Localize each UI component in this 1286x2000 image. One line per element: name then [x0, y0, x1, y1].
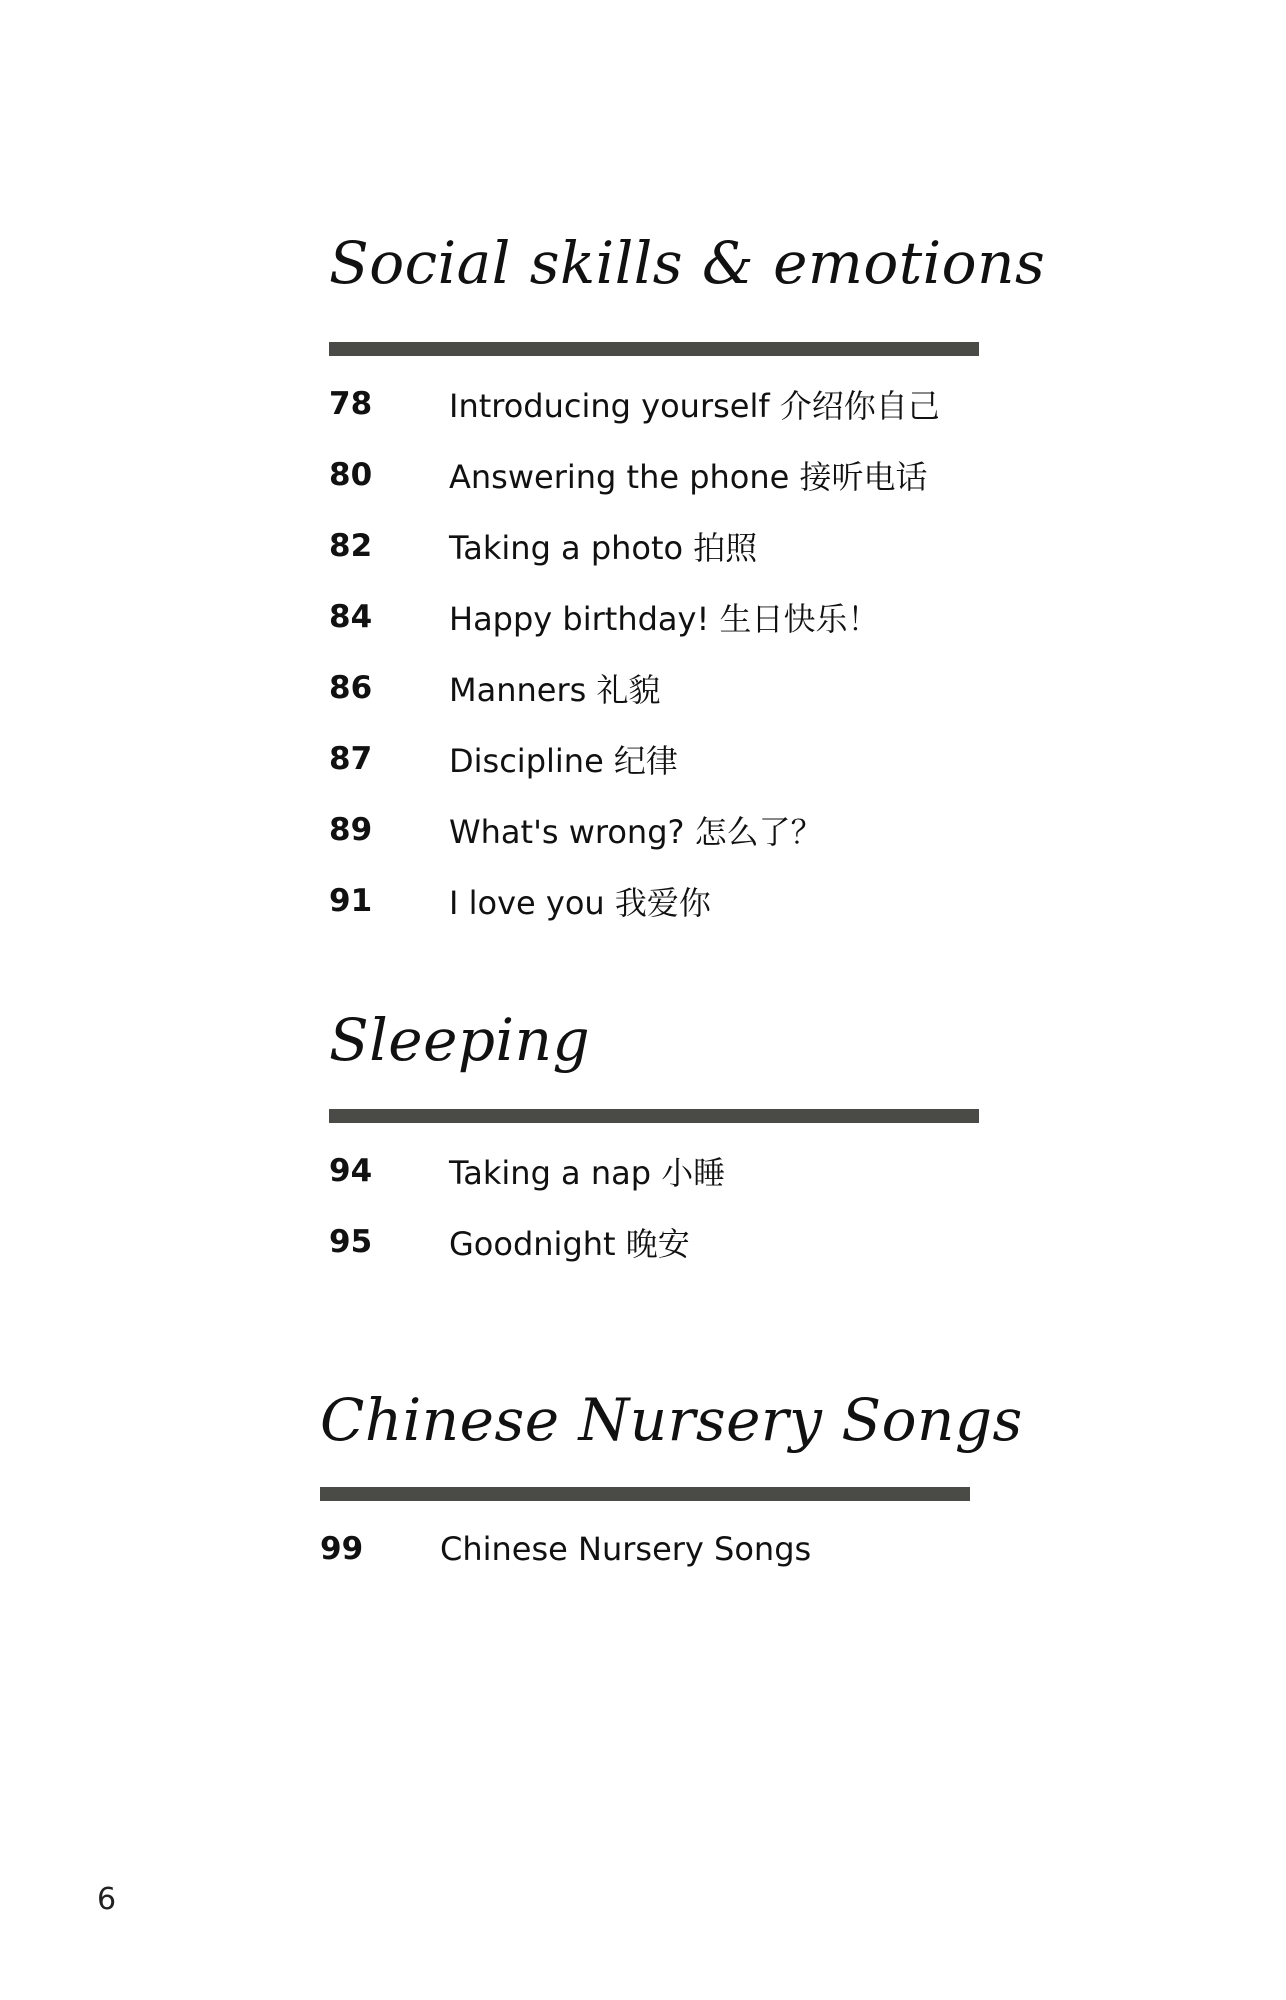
toc-page-number: 94: [329, 1152, 373, 1189]
toc-entry[interactable]: [329, 723, 979, 794]
toc-entry-title: Answering the phone 接听电话: [449, 457, 928, 496]
page-number: 6: [97, 1882, 117, 1917]
toc-entry-title: What's wrong? 怎么了？: [449, 812, 823, 851]
toc-entry[interactable]: [329, 581, 979, 652]
toc-entry-title: Happy birthday! 生日快乐！: [449, 599, 880, 638]
toc-entry[interactable]: [329, 439, 979, 510]
toc-page-number: 95: [329, 1223, 373, 1260]
section-sleeping: [329, 1005, 979, 1277]
toc-entry[interactable]: [329, 1135, 979, 1206]
toc-page-number: 84: [329, 598, 373, 635]
toc-list: [329, 368, 979, 936]
toc-page-number: 91: [329, 882, 373, 919]
section-title: Social skills & emotions: [329, 229, 1046, 297]
toc-list: [329, 1135, 979, 1277]
toc-entry-title: Discipline 纪律: [449, 741, 678, 780]
section-chinese-nursery-songs: [320, 1385, 1023, 1584]
toc-entry-title: Taking a photo 拍照: [449, 528, 758, 567]
toc-page-number: 78: [329, 385, 373, 422]
toc-entry[interactable]: [329, 865, 979, 936]
toc-entry-title: Manners 礼貌: [449, 670, 661, 709]
toc-entry-title: I love you 我爱你: [449, 883, 711, 922]
toc-list: [320, 1513, 970, 1584]
section-title: Sleeping: [329, 1006, 591, 1074]
toc-page-number: 99: [320, 1530, 364, 1567]
toc-entry[interactable]: [320, 1513, 970, 1584]
toc-entry-title: Introducing yourself 介绍你自己: [449, 386, 940, 425]
section-rule: [320, 1487, 970, 1501]
section-social-skills: [329, 228, 1046, 936]
toc-entry-title: Goodnight 晚安: [449, 1224, 690, 1263]
toc-page-number: 80: [329, 456, 373, 493]
toc-entry[interactable]: [329, 794, 979, 865]
toc-page-number: 89: [329, 811, 373, 848]
toc-entry-title: Taking a nap 小睡: [449, 1153, 726, 1192]
toc-entry-title: Chinese Nursery Songs: [440, 1529, 812, 1568]
section-rule: [329, 1109, 979, 1123]
toc-page-number: 87: [329, 740, 373, 777]
section-rule: [329, 342, 979, 356]
toc-entry[interactable]: [329, 368, 979, 439]
toc-entry[interactable]: [329, 652, 979, 723]
section-title: Chinese Nursery Songs: [320, 1386, 1023, 1454]
toc-entry[interactable]: [329, 510, 979, 581]
toc-entry[interactable]: [329, 1206, 979, 1277]
toc-page-number: 82: [329, 527, 373, 564]
toc-page-number: 86: [329, 669, 373, 706]
